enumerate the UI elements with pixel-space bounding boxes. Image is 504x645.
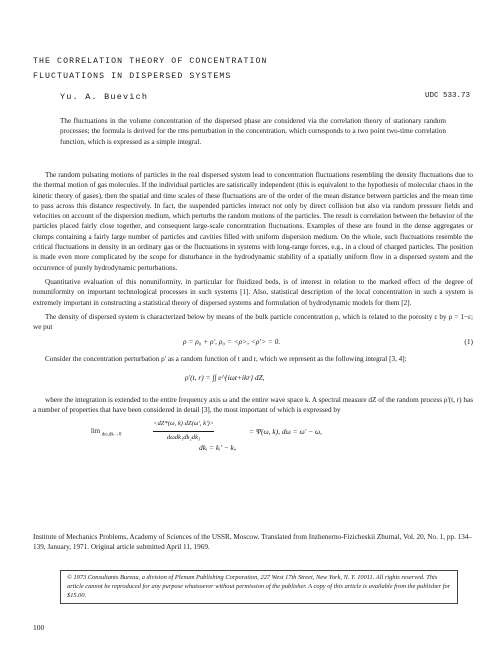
equation-3-rhs-second-line: dkᵢ = kᵢ' − kᵢ.	[199, 443, 237, 453]
fraction-denominator: dωdk₁dk₂dk₃	[166, 433, 201, 441]
equation-3-rhs: = Ψ(ω, k), dω = ω' − ω,	[249, 427, 322, 437]
udc-code: UDC 533.73	[424, 92, 470, 100]
title-line-1: THE CORRELATION THEORY OF CONCENTRATION	[33, 57, 268, 66]
equation-1-number: (1)	[464, 337, 473, 347]
equation-1-expression: ρ = ρ₀ + ρ', ρ₀ = <ρ>, <ρ'> = 0.	[183, 337, 281, 347]
author-name: Yu. A. Buevich	[60, 92, 149, 102]
paragraph-2: Quantitative evaluation of this nonuniformity, in particular for fluidized beds, is of interest in relation to the marked effect of the degree of nonuniformity on important technological processes in such systems [1]. Also, statistical description of the local concentration in such a system is extremely important in constructing a statistical theory of dispersed systems and formulation of hydrodynamic models for them [2].	[33, 277, 473, 307]
article-title	[33, 54, 473, 84]
limit-operator: lim	[91, 428, 101, 436]
equation-3-limit	[91, 427, 121, 441]
copyright-notice: © 1973 Consultants Bureau, a division of Plenum Publishing Corporation, 227 West 17th Street, New York, N. Y. 10011. All rights reserved. This article cannot be reproduced for any purpose whatsoever without permission of the publisher. A copy of this article is available from the publisher for $15.00.	[60, 570, 458, 604]
paragraph-1: The random pulsating motions of particles in the real dispersed system lead to concentration fluctuations resembling the density fluctuations due to the thermal motion of gas molecules. If the individual particles are satistically independent (this is equivalent to the hypothesis of molecular chaos in the kinetic theory of gases), then the spatial and time scales of these fluctuations are of the order of the mean distance between particles and the mean time to pass across this distance respectively. In fact, the suspended particles interact not only by direct collision but also via random pressure fields and velocities on account of the dispersion medium, which perturbs the random motions of the particles. The result is correlation between the behavior of the particles placed fairly close together, and consequent large-scale concentration fluctuations. Examples of these are found in the dense aggregates or clumps containing a fairly large number of particles and cavities filled with uniform dispersion medium. On the whole, such fluctuations resemble the critical fluctuations in density in an ordinary gas or the fluctuations in systems with long-range forces, e.g., in a cloud of charged particles. The position is made even more complicated by the scope for disturbance in the hydrodynamic stability of a spatially uniform flow in a dispersed system and the occurrence of purely hydrodynamic perturbations.	[33, 171, 473, 272]
equation-1	[33, 336, 473, 350]
abstract: The fluctuations in the volume concentration of the dispersed phase are considered via the correlation theory of stationary random processes; the formula is derived for the rms perturbation in the concentration, which corresponds to a two point two-time correlation function, which is expressed as a simple integral.	[60, 117, 446, 146]
equation-3	[33, 419, 473, 453]
page-number: 100	[33, 623, 45, 632]
fraction-bar	[153, 431, 214, 432]
fraction-numerator: <dZ*(ω, k) dZ(ω', k')>	[153, 420, 215, 428]
limit-subscript: dω,dk→0	[101, 432, 122, 438]
paragraph-4: Consider the concentration perturbation ρ' as a random function of t and r, which we represent as the following integral [3, 4]:	[45, 355, 407, 364]
paragraph-5: where the integration is extended to the entire frequency axis ω and the entire wave space k. A spectral measure dZ of the random process ρ'(t, r) has a number of properties that have been considered in detail [3], the most important of which is expressed by	[33, 395, 473, 415]
affiliation-footnote	[33, 532, 473, 553]
equation-2	[33, 369, 473, 391]
equation-3-fraction	[153, 419, 214, 443]
affiliation-text: Institute of Mechanics Problems, Academy of Sciences of the USSR, Moscow. Translated from Inzhenerno-Fizicheskii Zhurnal, Vol. 20, No. 1, pp. 134–139, January, 1971. Original article submitted April 11, 1969.	[33, 533, 473, 552]
paragraph-3: The density of dispersed system is characterized below by means of the bulk particle concentration ρ, which is related to the porosity ε by ρ = 1−ε; we put	[33, 312, 473, 332]
equation-2-expression: ρ'(t, r) = ∫∫ e^{iωt+ikr} dZ,	[185, 372, 265, 382]
title-line-2: FLUCTUATIONS IN DISPERSED SYSTEMS	[33, 72, 232, 81]
article-body	[33, 170, 473, 457]
